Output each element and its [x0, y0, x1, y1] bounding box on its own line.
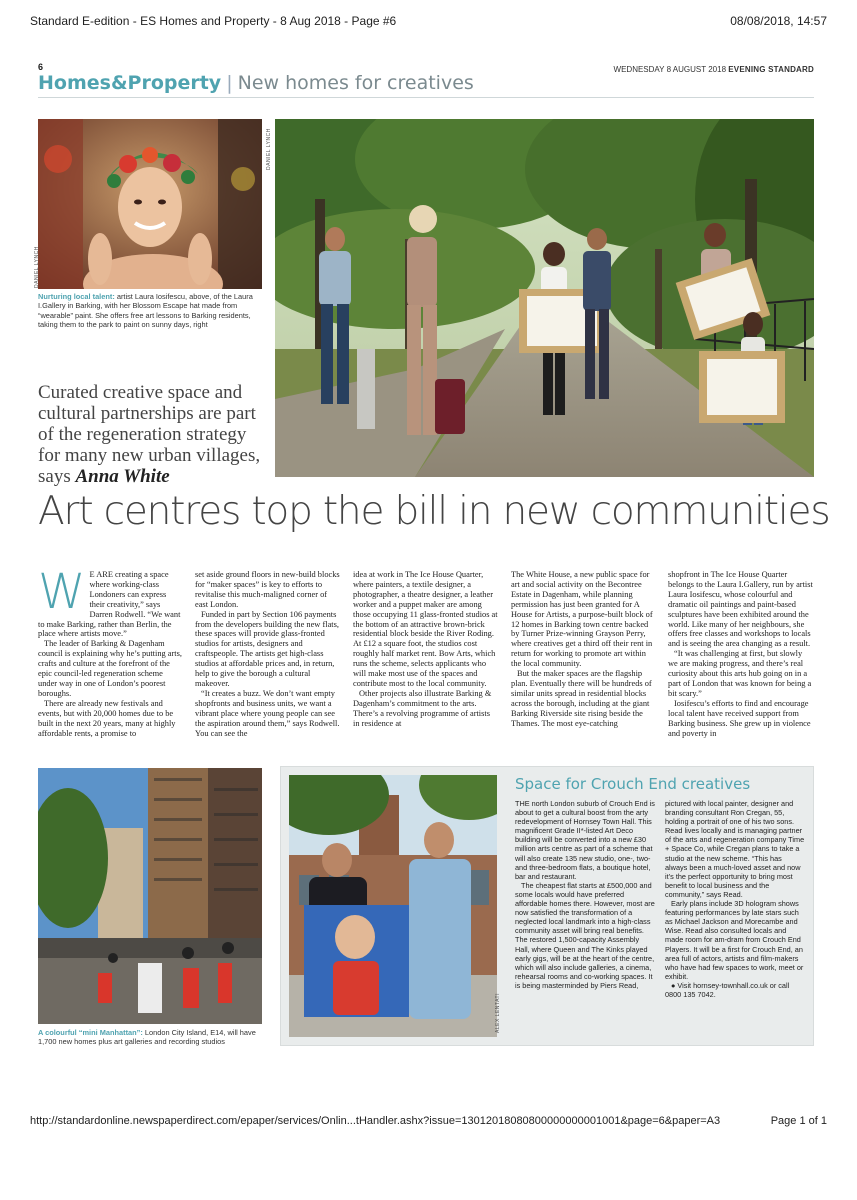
artist-portrait-photo	[38, 119, 262, 289]
article-paragraph: set aside ground floors in new-build blocks for “maker spaces” is key to efforts to revitalise this much-maligned corner of east London.	[195, 570, 340, 609]
article-paragraph: “It was challenging at first, but slowly we are making progress, and there’s real curiosity about this arts hub going on in a part of London that was known for being a bit scary.”	[668, 649, 812, 698]
top-photo-caption	[38, 292, 262, 329]
newspaper-page	[34, 62, 830, 1062]
top-caption-lead: Nurturing local talent:	[38, 292, 115, 301]
issue-date: WEDNESDAY 8 AUGUST 2018	[613, 65, 727, 74]
print-header-timestamp: 08/08/2018, 14:57	[730, 14, 827, 28]
city-island-photo	[38, 768, 262, 1024]
article-paragraph: Other projects also illustrate Barking & Dagenham’s commitment to the arts. There’s a revolving programme of artists in residence at	[353, 688, 492, 728]
sidebar-paragraph: THE north London suburb of Crouch End is about to get a cultural boost from the arty redevelopment of Hornsey Town Hall. This magnificent Grade II*-listed Art Deco building will be converted into a new £30 million arts centre as part of a scheme that will also create 135 new studio, one-, two- and three-bedroom flats, a boutique hotel, bar and restaurant.	[515, 799, 655, 881]
paper-name: EVENING STANDARD	[728, 65, 814, 74]
section-divider: |	[226, 72, 233, 94]
portrait-photo-credit: DANIEL LYNCH	[34, 246, 40, 288]
article-paragraph: idea at work in The Ice House Quarter, where painters, a textile designer, a photographer, a theatre designer, a leather worker and a puppet maker are among those occupying 11 glass-fronted studios at the bottom of an attractive brown-brick residential block beside the River Roding. At £12 a square foot, the studios cost roughly half market rent. Bow Arts, which runs the scheme, selects applicants who will make most use of the spaces and contribute most to the local community.	[353, 570, 498, 688]
article-paragraph: shopfront in The Ice House Quarter belongs to the Laura I.Gallery, run by artist Laura Iosifescu, whose colourful and dramatic oil paintings and paint-based sculptures have been exhibited around the world. Like many of her neighbours, she offers free classes and workshops to locals and is seeing the area changing as a result.	[668, 570, 813, 649]
sidebar-column-2	[665, 799, 805, 999]
standfirst	[38, 382, 266, 487]
bottom-photo-caption	[38, 1028, 262, 1047]
article-column-3	[353, 570, 498, 729]
article-paragraph: E ARE creating a space where working-class Londoners can express their creativity,” says Darren Rodwell. “We want to make Barking, rather than Berlin, the place where artists move.”	[38, 570, 181, 639]
print-footer	[30, 1115, 827, 1127]
sidebar-paragraph: Early plans include 3D hologram shows featuring performances by late stars such as Michael Jackson and Morecambe and Wise. Read also consulted locals and made room for am-dram from Crouch End Players. It will be a first for Crouch End, an area full of actors, artists and film-makers who have had few spaces to work, meet or exhibit.	[665, 899, 804, 981]
section-title	[38, 72, 474, 94]
top-caption-text: artist Laura Iosifescu, above, of the Laura I.Gallery in Barking, with her Blossom Escape hat made from “wearable” paint. She offers free art lessons to Barking residents, taking them to the park to paint on sunny days, right	[38, 292, 253, 329]
section-brand: Homes&Property	[38, 72, 222, 94]
park-group-photo	[275, 119, 814, 477]
article-column-1	[38, 564, 183, 738]
article-paragraph: The leader of Barking & Dagenham council is explaining why he’s putting arts, crafts and culture at the forefront of the epic council-led regeneration scheme under way in one of London’s poorest boroughs.	[38, 639, 182, 698]
bottom-caption-text: London City Island, E14, will have 1,700 new homes plus art galleries and recording studios	[38, 1028, 256, 1047]
print-footer-url: http://standardonline.newspaperdirect.com/epaper/services/Onlin...tHandler.ashx?issue=13012018080800000000001001&page=6&paper=A3	[30, 1115, 721, 1127]
bottom-caption-lead: A colourful “mini Manhattan”:	[38, 1028, 143, 1037]
article-paragraph: Funded in part by Section 106 payments from the developers building the new flats, these spaces will provide glass-fronted studios for artists, designers and craftspeople. The artists get high-class studios at affordable prices and, in return, help to give the borough a cultural makeover.	[195, 609, 339, 688]
sidebar-paragraph: pictured with local painter, designer and branding consultant Ron Cregan, 55, holding a portrait of one of his two sons. Read lives locally and is managing partner of the arts and regeneration company Time + Space Co, while Cregan plans to take a studio at the new scheme. “This has always been a much-loved asset and now it’s the perfect opportunity to bring most benefit to local business and the community,” says Read.	[665, 799, 805, 899]
crouch-end-photo	[289, 775, 497, 1037]
standfirst-text: Curated creative space and cultural partnerships are part of the regeneration strategy for many new urban villages, says	[38, 382, 261, 487]
print-header	[30, 14, 827, 28]
page-number: 6	[38, 62, 44, 72]
dateline	[614, 65, 814, 74]
article-paragraph: “It creates a buzz. We don’t want empty shopfronts and business units, we want a vibrant place where young people can see the aspiration around them,” says Rodwell. You can see the	[195, 688, 340, 738]
sidebar-paragraph: ● Visit hornsey-townhall.co.uk or call 0800 135 7042.	[665, 980, 790, 999]
crouch-end-sidebar	[280, 766, 814, 1046]
article-headline: Art centres top the bill in new communities	[38, 489, 830, 534]
byline-author: Anna White	[75, 466, 170, 487]
article-paragraph: The White House, a new public space for art and social activity on the Becontree Estate in Dagenham, while planning permission has just been granted for A House for Artists, a purpose-built block of 12 homes in Barking town centre backed by Turner Prize-winning Grayson Perry, where creatives get a third off their rent in return for working to promote art within the local community.	[511, 570, 653, 669]
print-footer-page: Page 1 of 1	[770, 1115, 827, 1127]
crouch-photo-credit: ALEX LENTATI	[495, 993, 501, 1033]
article-paragraph: But the maker spaces are the flagship plan. Eventually there will be hundreds of similar units spread in residential blocks across the borough, including at the giant Barking Riverside site rising beside the Thames. The most eye-catching	[511, 669, 652, 728]
section-topic: New homes for creatives	[237, 72, 474, 94]
article-paragraph: Iosifescu’s efforts to find and encourage local talent have received support from Barking business. She grew up in violence and poverty in	[668, 698, 811, 738]
sidebar-column-1	[515, 799, 655, 990]
drop-cap: W	[38, 564, 86, 620]
masthead	[38, 62, 814, 98]
article-paragraph: There are already new festivals and events, but with 20,000 homes due to be built in the next 20 years, many at highly affordable rents, a promise to	[38, 698, 176, 738]
print-header-title: Standard E-edition - ES Homes and Property - 8 Aug 2018 - Page #6	[30, 14, 397, 28]
article-column-5	[668, 570, 813, 738]
sidebar-title: Space for Crouch End creatives	[515, 775, 751, 793]
article-column-2	[195, 570, 340, 738]
sidebar-paragraph: The cheapest flat starts at £500,000 and some locals would have preferred affordable homes there. However, most are now satisfied the transformation of a neglected local landmark into a high-class community asset will bring real benefits. The restored 1,500-capacity Assembly Hall, where Queen and The Kinks played early gigs, will be at the heart of the centre, which will also include galleries, a cinema, rehearsal rooms and co-working spaces. It is being masterminded by Piers Read,	[515, 880, 655, 990]
article-column-4	[511, 570, 656, 729]
park-photo-credit: DANIEL LYNCH	[266, 128, 272, 170]
